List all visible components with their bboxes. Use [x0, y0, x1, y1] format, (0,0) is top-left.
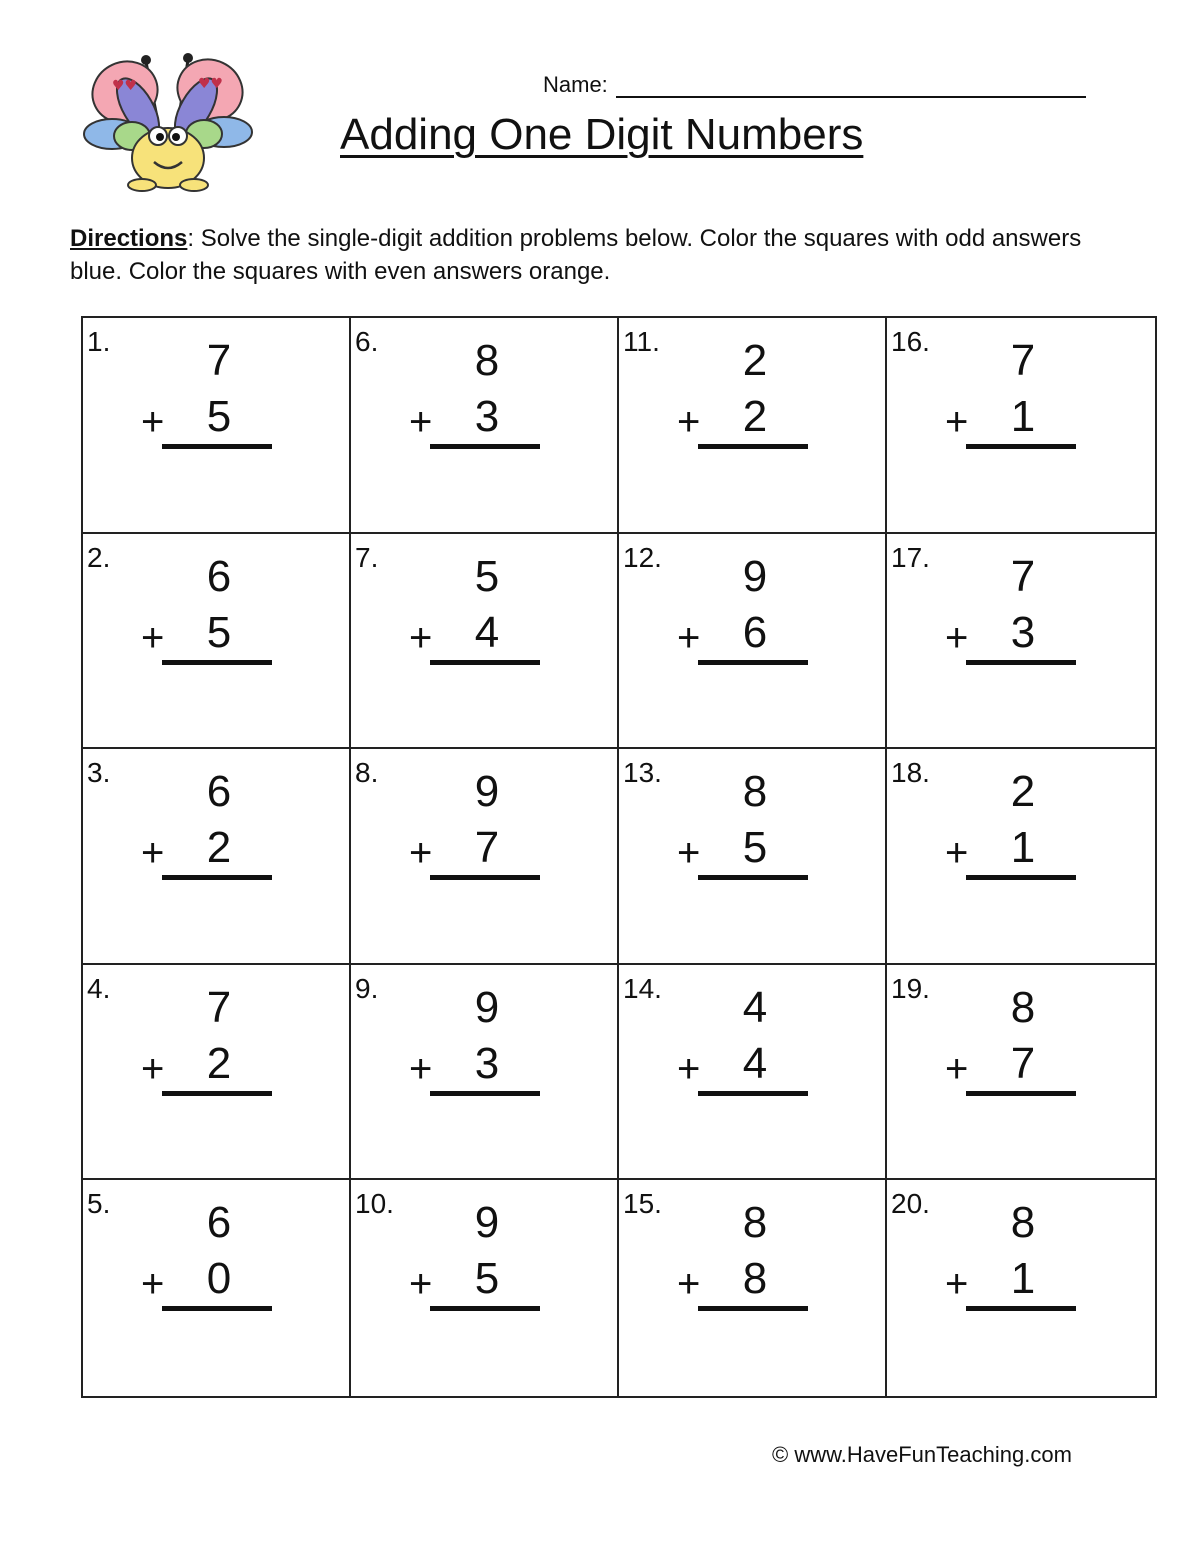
answer-line[interactable] [966, 875, 1076, 880]
answer-line[interactable] [966, 1306, 1076, 1311]
problem-number: 10. [355, 1188, 394, 1220]
plus-sign: + [677, 615, 701, 660]
problem-number: 7. [355, 541, 379, 573]
name-label: Name: [543, 72, 608, 97]
bottom-addend: 1 [1010, 823, 1036, 873]
bottom-addend: 3 [474, 392, 500, 441]
top-addend: 8 [1010, 982, 1036, 1032]
answer-line[interactable] [162, 660, 272, 665]
top-addend: 8 [742, 1198, 768, 1248]
plus-sign: + [945, 1262, 969, 1307]
top-addend: 2 [1010, 767, 1036, 817]
answer-line[interactable] [162, 444, 272, 449]
top-addend: 5 [474, 551, 500, 601]
answer-line[interactable] [162, 875, 272, 880]
answer-line[interactable] [698, 875, 808, 880]
bottom-addend: 8 [742, 1254, 768, 1304]
top-addend: 9 [474, 1198, 500, 1248]
problem-cell[interactable] [887, 965, 1155, 1181]
top-addend: 7 [206, 336, 232, 385]
top-addend: 6 [206, 1198, 232, 1248]
problem-cell[interactable] [351, 318, 619, 534]
problem-number: 18. [891, 757, 930, 789]
footer-copyright: © www.HaveFunTeaching.com [772, 1442, 1072, 1467]
answer-line[interactable] [698, 660, 808, 665]
answer-line[interactable] [430, 1091, 540, 1096]
svg-text:♥♥: ♥♥ [198, 76, 224, 92]
bottom-addend: 3 [474, 1038, 500, 1088]
top-addend: 9 [474, 767, 500, 817]
answer-line[interactable] [966, 444, 1076, 449]
plus-sign: + [677, 1262, 701, 1307]
bottom-addend: 4 [742, 1038, 768, 1088]
plus-sign: + [409, 400, 433, 444]
problem-cell[interactable] [83, 318, 351, 534]
plus-sign: + [141, 1046, 165, 1091]
top-addend: 9 [742, 551, 768, 601]
bottom-addend: 3 [1010, 607, 1036, 657]
problem-cell[interactable] [887, 749, 1155, 965]
answer-line[interactable] [430, 444, 540, 449]
problem-cell[interactable] [887, 534, 1155, 750]
bottom-addend: 1 [1010, 1254, 1036, 1304]
answer-line[interactable] [966, 660, 1076, 665]
problem-number: 8. [355, 757, 379, 789]
top-addend: 7 [206, 982, 232, 1032]
bottom-addend: 5 [206, 607, 232, 657]
name-line[interactable] [616, 72, 1086, 98]
problem-number: 2. [87, 541, 111, 573]
problem-cell[interactable] [351, 965, 619, 1181]
problem-cell[interactable] [887, 318, 1155, 534]
bottom-addend: 4 [474, 607, 500, 657]
problem-number: 16. [891, 326, 930, 357]
bottom-addend: 2 [206, 823, 232, 873]
bottom-addend: 5 [742, 823, 768, 873]
problem-number: 11. [623, 326, 660, 357]
problem-number: 5. [87, 1188, 111, 1220]
answer-line[interactable] [430, 1306, 540, 1311]
bottom-addend: 7 [474, 823, 500, 873]
problem-cell[interactable] [83, 749, 351, 965]
problem-cell[interactable] [619, 965, 887, 1181]
top-addend: 7 [1010, 551, 1036, 601]
answer-line[interactable] [698, 444, 808, 449]
answer-line[interactable] [966, 1091, 1076, 1096]
problem-number: 3. [87, 757, 111, 789]
problem-number: 12. [623, 541, 662, 573]
top-addend: 6 [206, 767, 232, 817]
problem-number: 1. [87, 326, 111, 357]
top-addend: 2 [742, 336, 768, 385]
plus-sign: + [141, 615, 165, 660]
problem-cell[interactable] [351, 534, 619, 750]
top-addend: 6 [206, 551, 232, 601]
problem-number: 6. [355, 326, 379, 357]
problem-cell[interactable] [83, 965, 351, 1181]
directions-text: : Solve the single-digit addition problems below. Color the squares with odd answers blue. Color the squares with even answers orange. [70, 225, 1082, 285]
plus-sign: + [945, 1046, 969, 1091]
problem-cell[interactable] [619, 534, 887, 750]
problem-cell[interactable] [887, 1180, 1155, 1396]
name-field[interactable] [543, 72, 1086, 98]
bottom-addend: 6 [742, 607, 768, 657]
top-addend: 9 [474, 982, 500, 1032]
svg-text:♥♥: ♥♥ [112, 78, 138, 94]
directions-label: Directions [70, 225, 188, 252]
problem-cell[interactable] [619, 749, 887, 965]
bottom-addend: 0 [206, 1254, 232, 1304]
problem-number: 19. [891, 972, 930, 1004]
problem-cell[interactable] [351, 1180, 619, 1396]
bottom-addend: 5 [474, 1254, 500, 1304]
top-addend: 4 [742, 982, 768, 1032]
plus-sign: + [141, 831, 165, 876]
plus-sign: + [677, 400, 701, 444]
plus-sign: + [409, 1262, 433, 1307]
answer-line[interactable] [430, 875, 540, 880]
plus-sign: + [141, 1262, 165, 1307]
problem-cell[interactable] [619, 318, 887, 534]
top-addend: 7 [1010, 336, 1036, 385]
top-addend: 8 [474, 336, 500, 385]
problem-cell[interactable] [619, 1180, 887, 1396]
plus-sign: + [677, 831, 701, 876]
directions [70, 222, 1130, 288]
problem-number: 15. [623, 1188, 662, 1220]
answer-line[interactable] [698, 1306, 808, 1311]
top-addend: 8 [1010, 1198, 1036, 1248]
problem-number: 9. [355, 972, 379, 1004]
plus-sign: + [409, 1046, 433, 1091]
plus-sign: + [945, 615, 969, 660]
bottom-addend: 5 [206, 392, 232, 441]
top-addend: 8 [742, 767, 768, 817]
problem-number: 14. [623, 972, 662, 1004]
bottom-addend: 1 [1010, 392, 1036, 441]
problem-cell[interactable] [83, 1180, 351, 1396]
plus-sign: + [409, 831, 433, 876]
problem-number: 20. [891, 1188, 930, 1220]
bottom-addend: 2 [206, 1038, 232, 1088]
problem-number: 13. [623, 757, 662, 789]
bottom-addend: 7 [1010, 1038, 1036, 1088]
answer-line[interactable] [430, 660, 540, 665]
plus-sign: + [409, 615, 433, 660]
problem-cell[interactable] [351, 749, 619, 965]
problem-number: 17. [891, 541, 930, 573]
answer-line[interactable] [162, 1091, 272, 1096]
page-title: Adding One Digit Numbers [340, 110, 864, 159]
butterfly-bug-icon [80, 50, 255, 200]
plus-sign: + [141, 400, 165, 444]
problem-grid [81, 316, 1157, 1398]
bottom-addend: 2 [742, 392, 768, 441]
answer-line[interactable] [162, 1306, 272, 1311]
plus-sign: + [677, 1046, 701, 1091]
plus-sign: + [945, 831, 969, 876]
answer-line[interactable] [698, 1091, 808, 1096]
problem-number: 4. [87, 972, 111, 1004]
plus-sign: + [945, 400, 969, 444]
problem-cell[interactable] [83, 534, 351, 750]
